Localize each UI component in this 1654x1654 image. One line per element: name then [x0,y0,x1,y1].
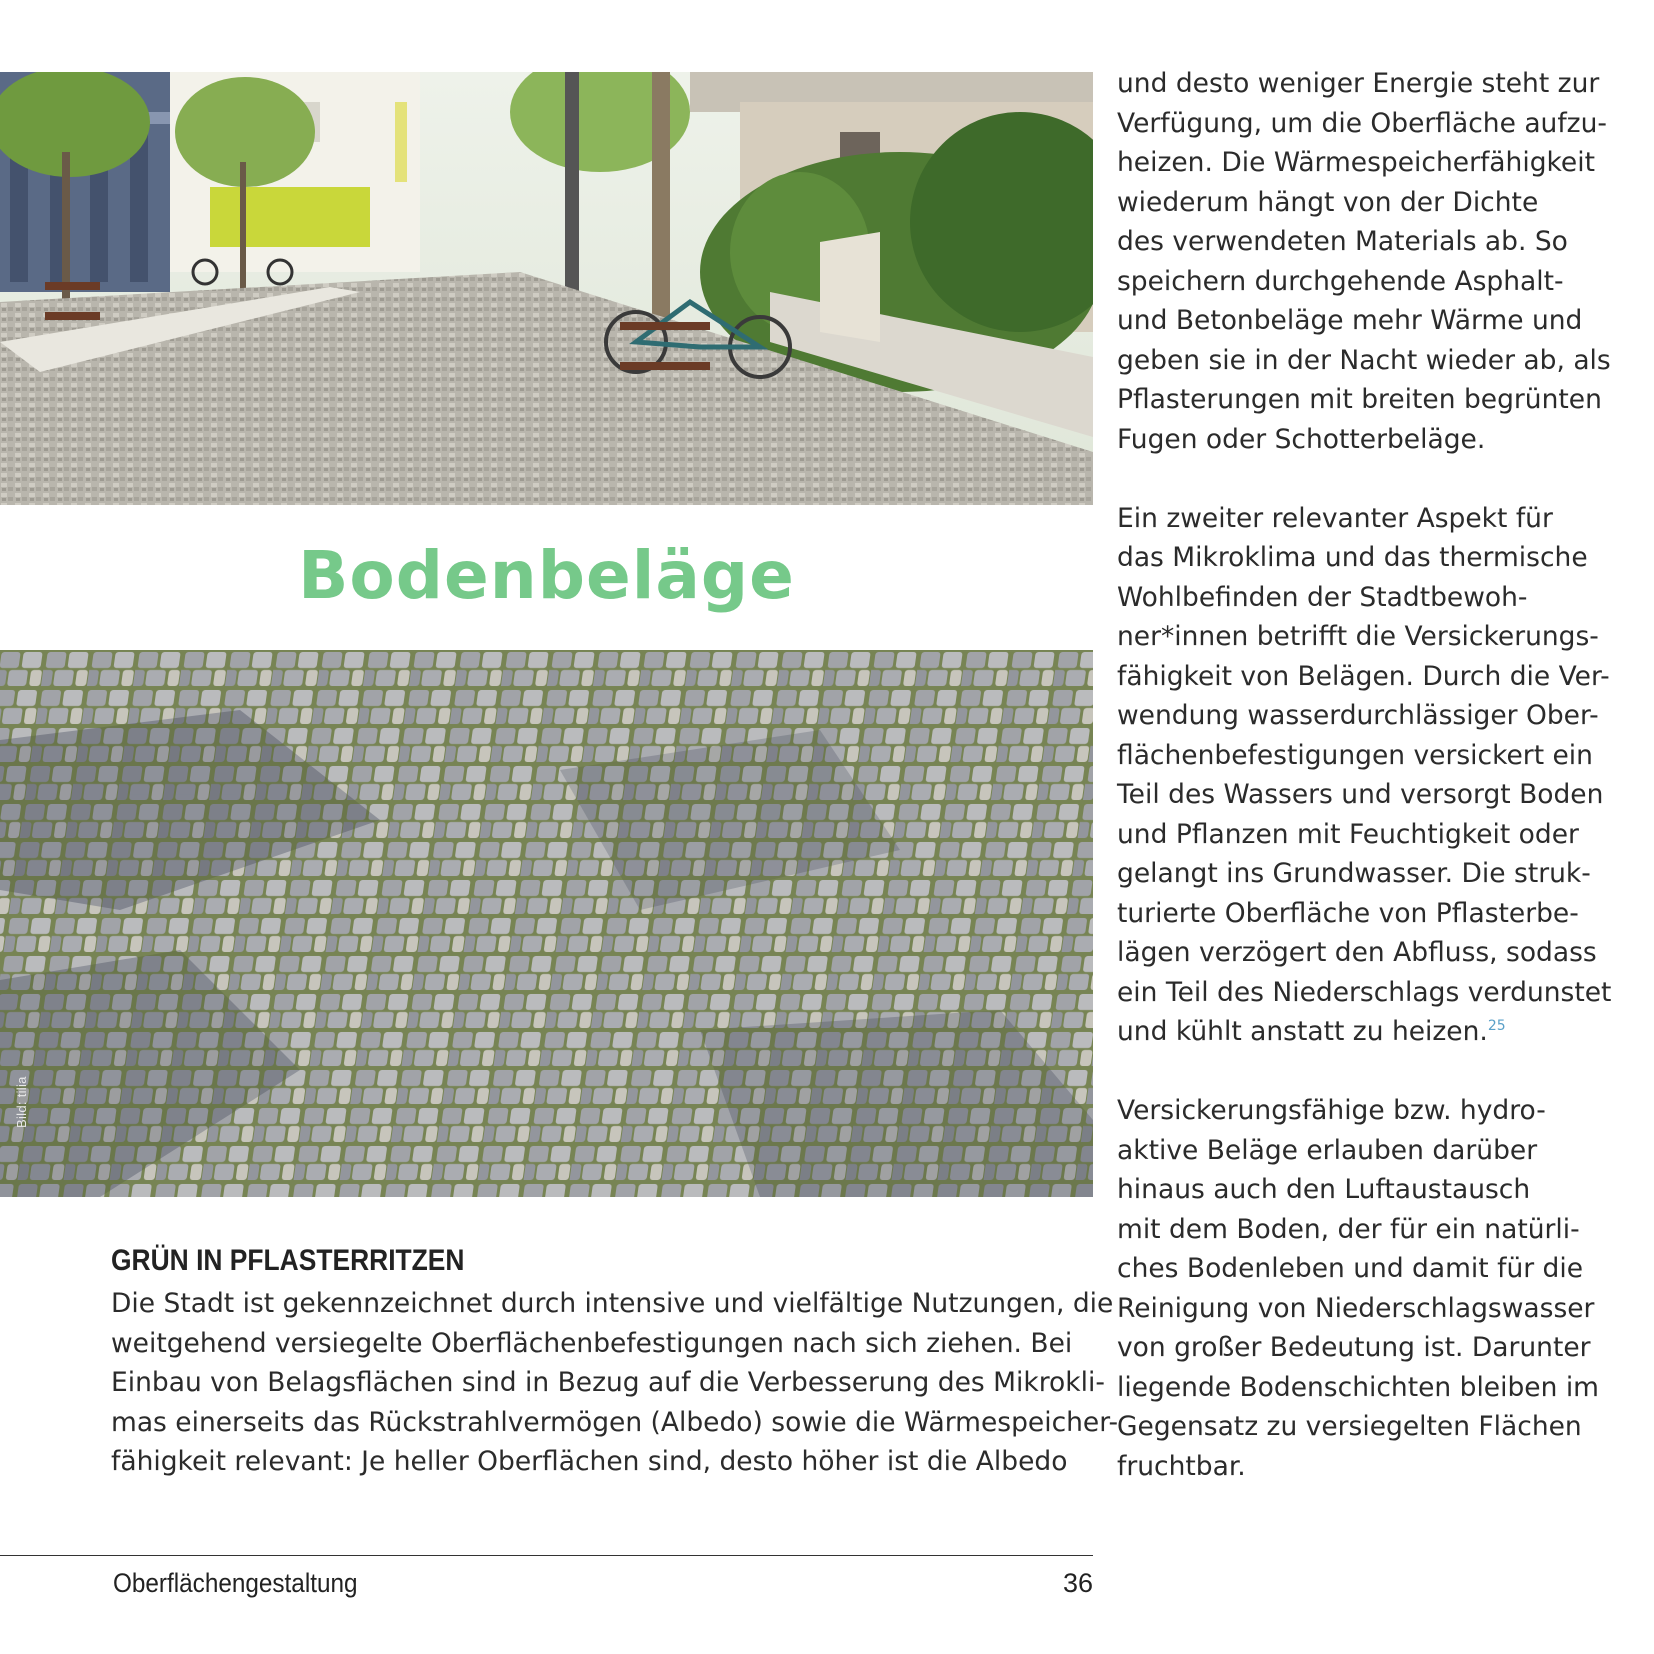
para-line: das Mikroklima und das thermische [1117,542,1588,573]
para-line: des verwendeten Materials ab. So [1117,226,1568,257]
para-line: Verfügung, um die Oberfläche aufzu- [1117,107,1607,139]
footer-divider [0,1555,1093,1556]
cobblestone-photo-icon [0,650,1093,1197]
para-line: fähigkeit von Belägen. Durch die Ver- [1117,660,1610,692]
para-line: mit dem Boden, der für ein natürli- [1117,1213,1580,1245]
right-column [1117,64,1637,1526]
paragraph-3 [1117,1091,1637,1486]
para-line: gelangt ins Grundwasser. Die struk- [1117,858,1591,889]
para-line: Gegensatz zu versiegelten Flächen [1117,1411,1582,1442]
photo-credit: Bild: tilia [14,1076,29,1128]
para-line-text: und kühlt anstatt zu heizen. [1117,1016,1488,1047]
para-line: lägen verzögert den Abfluss, sodass [1117,937,1597,968]
para-line: Wohlbefinden der Stadtbewoh- [1117,581,1528,613]
para-line: ein Teil des Niederschlags verdunstet [1117,976,1612,1008]
para-line: und desto weniger Energie steht zur [1117,68,1600,99]
street-photo [0,72,1093,505]
cobblestone-photo [0,650,1093,1197]
para-line: Pflasterungen mit breiten begrünten [1117,384,1602,415]
para-line: Ein zweiter relevanter Aspekt für [1117,502,1553,534]
para-line: Reinigung von Niederschlagswasser [1117,1292,1595,1324]
para-line: ches Bodenleben und damit für die [1117,1253,1584,1284]
para-line: geben sie in der Nacht wieder ab, als [1117,344,1611,376]
para-line: wiederum hängt von der Dichte [1117,186,1539,218]
para-line: ner*innen betrifft die Versickerungs- [1117,621,1599,652]
paragraph-2 [1117,499,1637,1052]
section-title: GRÜN IN PFLASTERRITZEN [111,1244,465,1277]
para-line: liegende Bodenschichten bleiben im [1117,1371,1599,1403]
paragraph-1 [1117,64,1637,459]
section-body [111,1284,1118,1482]
para-line: heizen. Die Wärmespeicherfähigkeit [1117,147,1595,178]
page-number: 36 [1062,1568,1093,1598]
para-line: Fugen oder Schotterbeläge. [1117,423,1486,455]
para-line: hinaus auch den Luftaustausch [1117,1174,1531,1205]
body-line: Die Stadt ist gekennzeichnet durch intensive und vielfältige Nutzungen, die [111,1288,1114,1319]
para-line-last [1117,1012,1637,1052]
street-photo-icon [0,72,1093,505]
body-line: mas einerseits das Rückstrahlvermögen (Albedo) sowie die Wärmespeicher- [111,1406,1118,1438]
para-line: fruchtbar. [1117,1450,1246,1482]
body-line: fähigkeit relevant: Je heller Oberflächen sind, desto höher ist die Albedo [111,1446,1068,1477]
para-line: flächenbefestigungen versickert ein [1117,739,1593,771]
footer-chapter: Oberflächengestaltung [113,1568,358,1598]
para-line: und Betonbeläge mehr Wärme und [1117,305,1583,336]
para-line: turierte Oberfläche von Pflasterbe- [1117,897,1579,929]
body-line: Einbau von Belagsflächen sind in Bezug auf die Verbesserung des Mikrokli- [111,1367,1105,1398]
para-line: Teil des Wassers und versorgt Boden [1117,779,1604,810]
para-line: aktive Beläge erlauben darüber [1117,1134,1538,1166]
page-heading: Bodenbeläge [298,537,795,614]
para-line: wendung wasserdurchlässiger Ober- [1117,700,1599,731]
para-line: speichern durchgehende Asphalt- [1117,265,1564,297]
para-line: und Pflanzen mit Feuchtigkeit oder [1117,818,1579,850]
body-line: weitgehend versiegelte Oberflächenbefestigungen nach sich ziehen. Bei [111,1327,1073,1359]
para-line: von großer Bedeutung ist. Darunter [1117,1332,1591,1363]
para-line: Versickerungsfähige bzw. hydro- [1117,1095,1546,1126]
footnote-marker[interactable]: 25 [1487,1018,1506,1034]
